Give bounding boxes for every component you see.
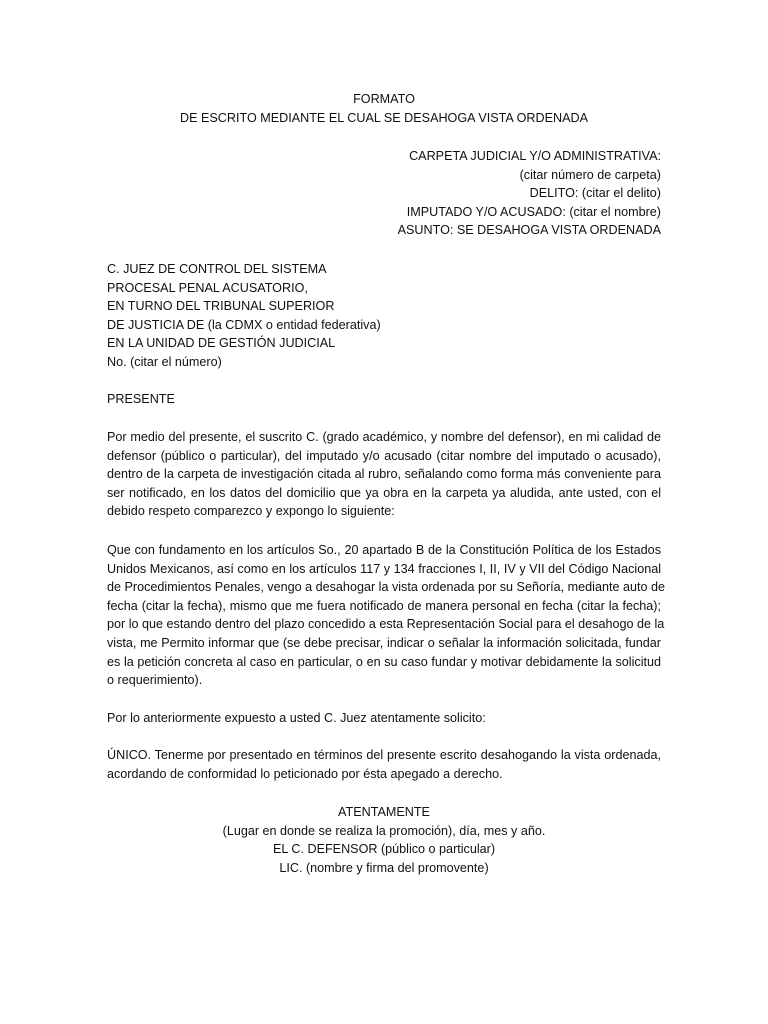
paragraph-line: Unidos Mexicanos, así como en los artículos 117 y 134 fracciones I, II, IV y VII del Código Nacional	[107, 561, 661, 576]
paragraph-line: o requerimiento).	[107, 673, 203, 688]
case-header-line: CARPETA JUDICIAL Y/O ADMINISTRATIVA:	[409, 149, 661, 163]
paragraph-intro	[107, 428, 661, 521]
paragraph-line: Por lo anteriormente expuesto a usted C. Juez atentamente solicito:	[107, 711, 486, 725]
paragraph-line: ser notificado, en los datos del domicilio que ya obra en la carpeta ya aludida, ante usted, con el	[107, 485, 661, 500]
paragraph-line: acordando de conformidad lo peticionado por ésta apegado a derecho.	[107, 766, 503, 781]
presente-label	[107, 390, 661, 409]
case-header-line: ASUNTO: SE DESAHOGA VISTA ORDENADA	[397, 223, 661, 238]
paragraph-line: ÚNICO. Tenerme por presentado en términos del presente escrito desahogando la vista ordenada,	[107, 748, 661, 762]
addressee-line: EN LA UNIDAD DE GESTIÓN JUDICIAL	[107, 336, 336, 351]
document-title	[107, 90, 661, 127]
paragraph-line: debido respeto comparezco y expongo lo siguiente:	[107, 504, 395, 519]
paragraph-line: es la petición concreta al caso en particular, o en su caso fundar y motivar debidamente la solicitud	[107, 654, 661, 669]
addressee-line: PROCESAL PENAL ACUSATORIO,	[107, 280, 308, 295]
closing-block	[107, 803, 661, 877]
paragraph-grounds	[107, 541, 665, 690]
title-line-2: DE ESCRITO MEDIANTE EL CUAL SE DESAHOGA VISTA ORDENADA	[180, 110, 588, 125]
addressee-line: No. (citar el número)	[107, 354, 222, 369]
case-header-line: DELITO: (citar el delito)	[529, 186, 661, 201]
closing-place-date: (Lugar en donde se realiza la promoción), día, mes y año.	[222, 823, 546, 838]
addressee-block	[107, 260, 661, 372]
addressee-line: DE JUSTICIA DE (la CDMX o entidad federativa)	[107, 317, 381, 332]
addressee-line: EN TURNO DEL TRIBUNAL SUPERIOR	[107, 299, 335, 314]
paragraph-line: de Procedimientos Penales, vengo a desahogar la vista ordenada por su Señoría, mediante auto de	[107, 580, 665, 595]
case-header-line: (citar número de carpeta)	[519, 167, 661, 182]
closing-atentamente: ATENTAMENTE	[338, 805, 430, 819]
addressee-line: C. JUEZ DE CONTROL DEL SISTEMA	[107, 262, 327, 276]
closing-signature: LIC. (nombre y firma del promovente)	[279, 860, 489, 875]
case-header	[107, 147, 661, 240]
presente-text: PRESENTE	[107, 392, 175, 406]
paragraph-unico	[107, 746, 661, 783]
paragraph-line: Por medio del presente, el suscrito C. (grado académico, y nombre del defensor), en mi calidad de	[107, 430, 661, 444]
paragraph-line: dentro de la carpeta de investigación citada al rubro, señalando como forma más conveniente para	[107, 467, 661, 482]
paragraph-line: por lo que estando dentro del plazo concedido a esta Representación Social para el desahogo de la	[107, 617, 665, 632]
case-header-line: IMPUTADO Y/O ACUSADO: (citar el nombre)	[406, 204, 661, 219]
paragraph-line: Que con fundamento en los artículos So., 20 apartado B de la Constitución Política de los Estados	[107, 543, 661, 557]
paragraph-line: defensor (público o particular), del imputado y/o acusado (citar nombre del imputado o acusado),	[107, 448, 661, 463]
paragraph-line: vista, me Permito informar que (se debe precisar, indicar o señalar la información solicitada, fundar	[107, 635, 661, 650]
title-line-1: FORMATO	[353, 92, 415, 106]
paragraph-line: fecha (citar la fecha), mismo que me fuera notificado de manera personal en fecha (citar la fecha);	[107, 598, 661, 613]
closing-defensor: EL C. DEFENSOR (público o particular)	[272, 842, 496, 857]
paragraph-request	[107, 709, 661, 728]
